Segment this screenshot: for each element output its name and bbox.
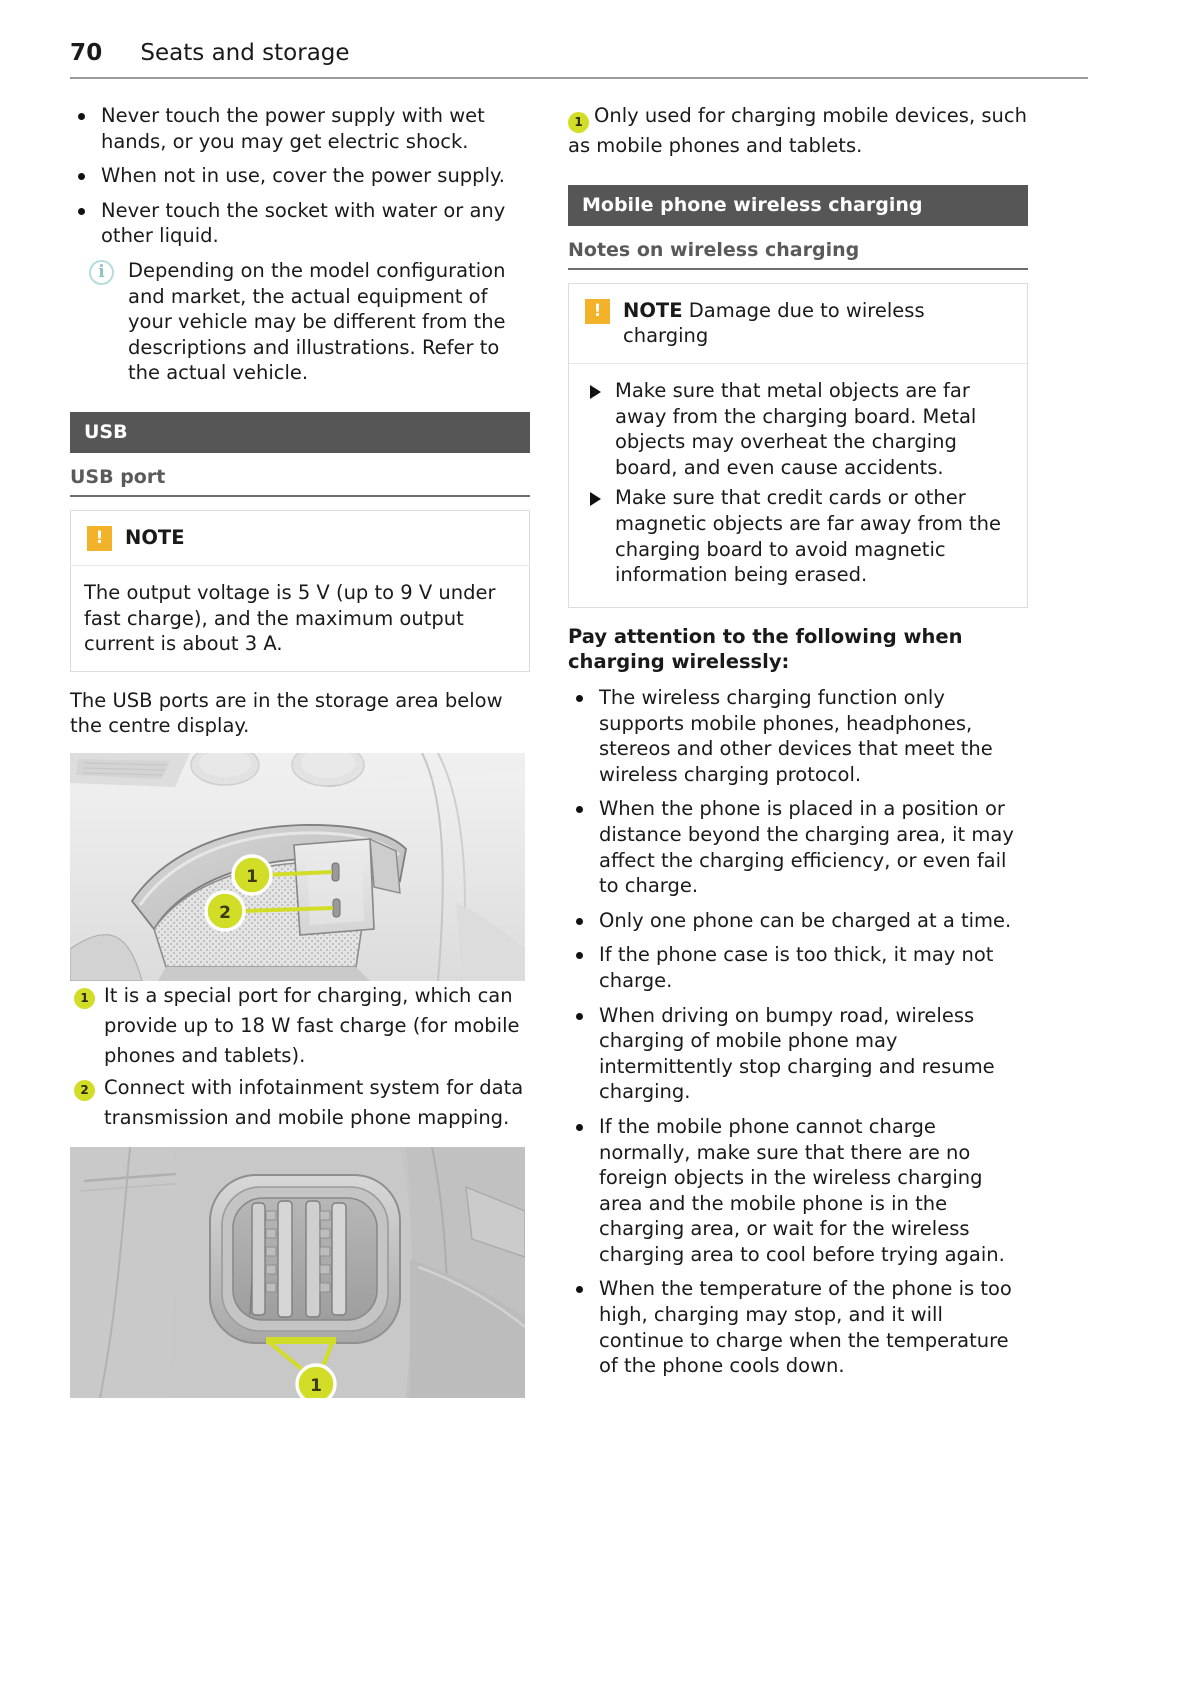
note-header — [569, 284, 1027, 364]
list-item: Make sure that credit cards or other magnetic objects are far away from the charging board to avoid magnetic information being erased. — [582, 485, 1011, 587]
figure-callout-1: 1 — [310, 1375, 322, 1396]
callout-number: 1 — [74, 988, 95, 1009]
list-item: When driving on bumpy road, wireless charging of mobile phone may intermittently stop charging and resume charging. — [568, 1003, 1028, 1105]
left-column — [70, 103, 530, 1398]
note-title — [623, 298, 1011, 349]
callout-text: It is a special port for charging, which can provide up to 18 W fast charge (for mobile phones and tablets). — [104, 983, 520, 1067]
section-band-usb: USB — [70, 412, 530, 453]
list-item: When not in use, cover the power supply. — [70, 163, 530, 189]
right-column — [568, 103, 1028, 1398]
section-band-wireless-charging: Mobile phone wireless charging — [568, 185, 1028, 226]
callout-number: 2 — [74, 1080, 95, 1101]
list-item — [70, 981, 530, 1071]
list-item: Only one phone can be charged at a time. — [568, 908, 1028, 934]
callout-text: Connect with infotainment system for data transmission and mobile phone mapping. — [104, 1075, 524, 1129]
info-note-text: Depending on the model configuration and market, the actual equipment of your vehicle may be different from the descriptions and illustrations. Refer to the actual vehicle. — [128, 258, 506, 385]
note-title — [125, 525, 185, 551]
note-keyword: NOTE — [125, 525, 185, 549]
warning-bullet-list — [70, 103, 530, 249]
list-item — [70, 1073, 530, 1133]
usb-intro-paragraph: The USB ports are in the storage area below the centre display. — [70, 688, 503, 738]
info-circle-icon: i — [89, 260, 114, 285]
list-item: Make sure that metal objects are far away from the charging board. Metal objects may overheat the charging board, and even cause accidents. — [582, 378, 1011, 480]
list-item: If the phone case is too thick, it may not charge. — [568, 942, 1028, 993]
attention-bullet-list — [568, 685, 1028, 1379]
header-rule — [70, 77, 1088, 79]
subheading-usb-port: USB port — [70, 453, 530, 497]
note-header — [71, 511, 529, 566]
info-note — [70, 258, 530, 386]
list-item: When the phone is placed in a position or distance beyond the charging area, it may affect the charging efficiency, or even fail to charge. — [568, 796, 1028, 898]
footnote-callout — [568, 103, 1028, 159]
note-keyword: NOTE — [623, 298, 683, 322]
note-box-usb — [70, 510, 530, 672]
callout-number: 1 — [568, 112, 589, 133]
note-body — [569, 364, 1027, 607]
list-item: If the mobile phone cannot charge normally, make sure that there are no foreign objects in the wireless charging area and the mobile phone is in the charging area, or wait for the wireless charging area to cool before trying again. — [568, 1114, 1028, 1268]
footnote-text: Only used for charging mobile devices, such as mobile phones and tablets. — [568, 104, 1027, 158]
page-columns — [70, 103, 1088, 1398]
warning-badge-icon: ! — [87, 526, 112, 551]
note-title-text: Damage due to wireless charging — [623, 298, 925, 348]
list-item: The wireless charging function only supports mobile phones, headphones, stereos and other devices that meet the wireless charging protocol. — [568, 685, 1028, 787]
running-head — [70, 40, 1088, 66]
list-item: Never touch the power supply with wet hands, or you may get electric shock. — [70, 103, 530, 154]
page-number: 70 — [70, 40, 103, 66]
section-title: Seats and storage — [140, 40, 350, 66]
note-action-list — [582, 378, 1011, 588]
list-item: Never touch the socket with water or any other liquid. — [70, 198, 530, 249]
list-item: When the temperature of the phone is too high, charging may stop, and it will continue to charge when the temperature of the phone cools down. — [568, 1276, 1028, 1378]
note-body-text: The output voltage is 5 V (up to 9 V under fast charge), and the maximum output current is about 3 A. — [84, 580, 496, 656]
subheading-notes-wireless-charging: Notes on wireless charging — [568, 226, 1028, 270]
note-box-wireless — [568, 283, 1028, 608]
warning-badge-icon: ! — [585, 299, 610, 324]
note-body — [71, 566, 529, 671]
figure-callout-1: 1 — [246, 866, 258, 887]
attention-heading: Pay attention to the following when charging wirelessly: — [568, 624, 963, 674]
figure-callout-2: 2 — [219, 902, 231, 923]
usb-callout-list — [70, 981, 530, 1133]
usb-ports-illustration — [70, 753, 525, 981]
rear-console-usb-illustration — [70, 1147, 525, 1398]
